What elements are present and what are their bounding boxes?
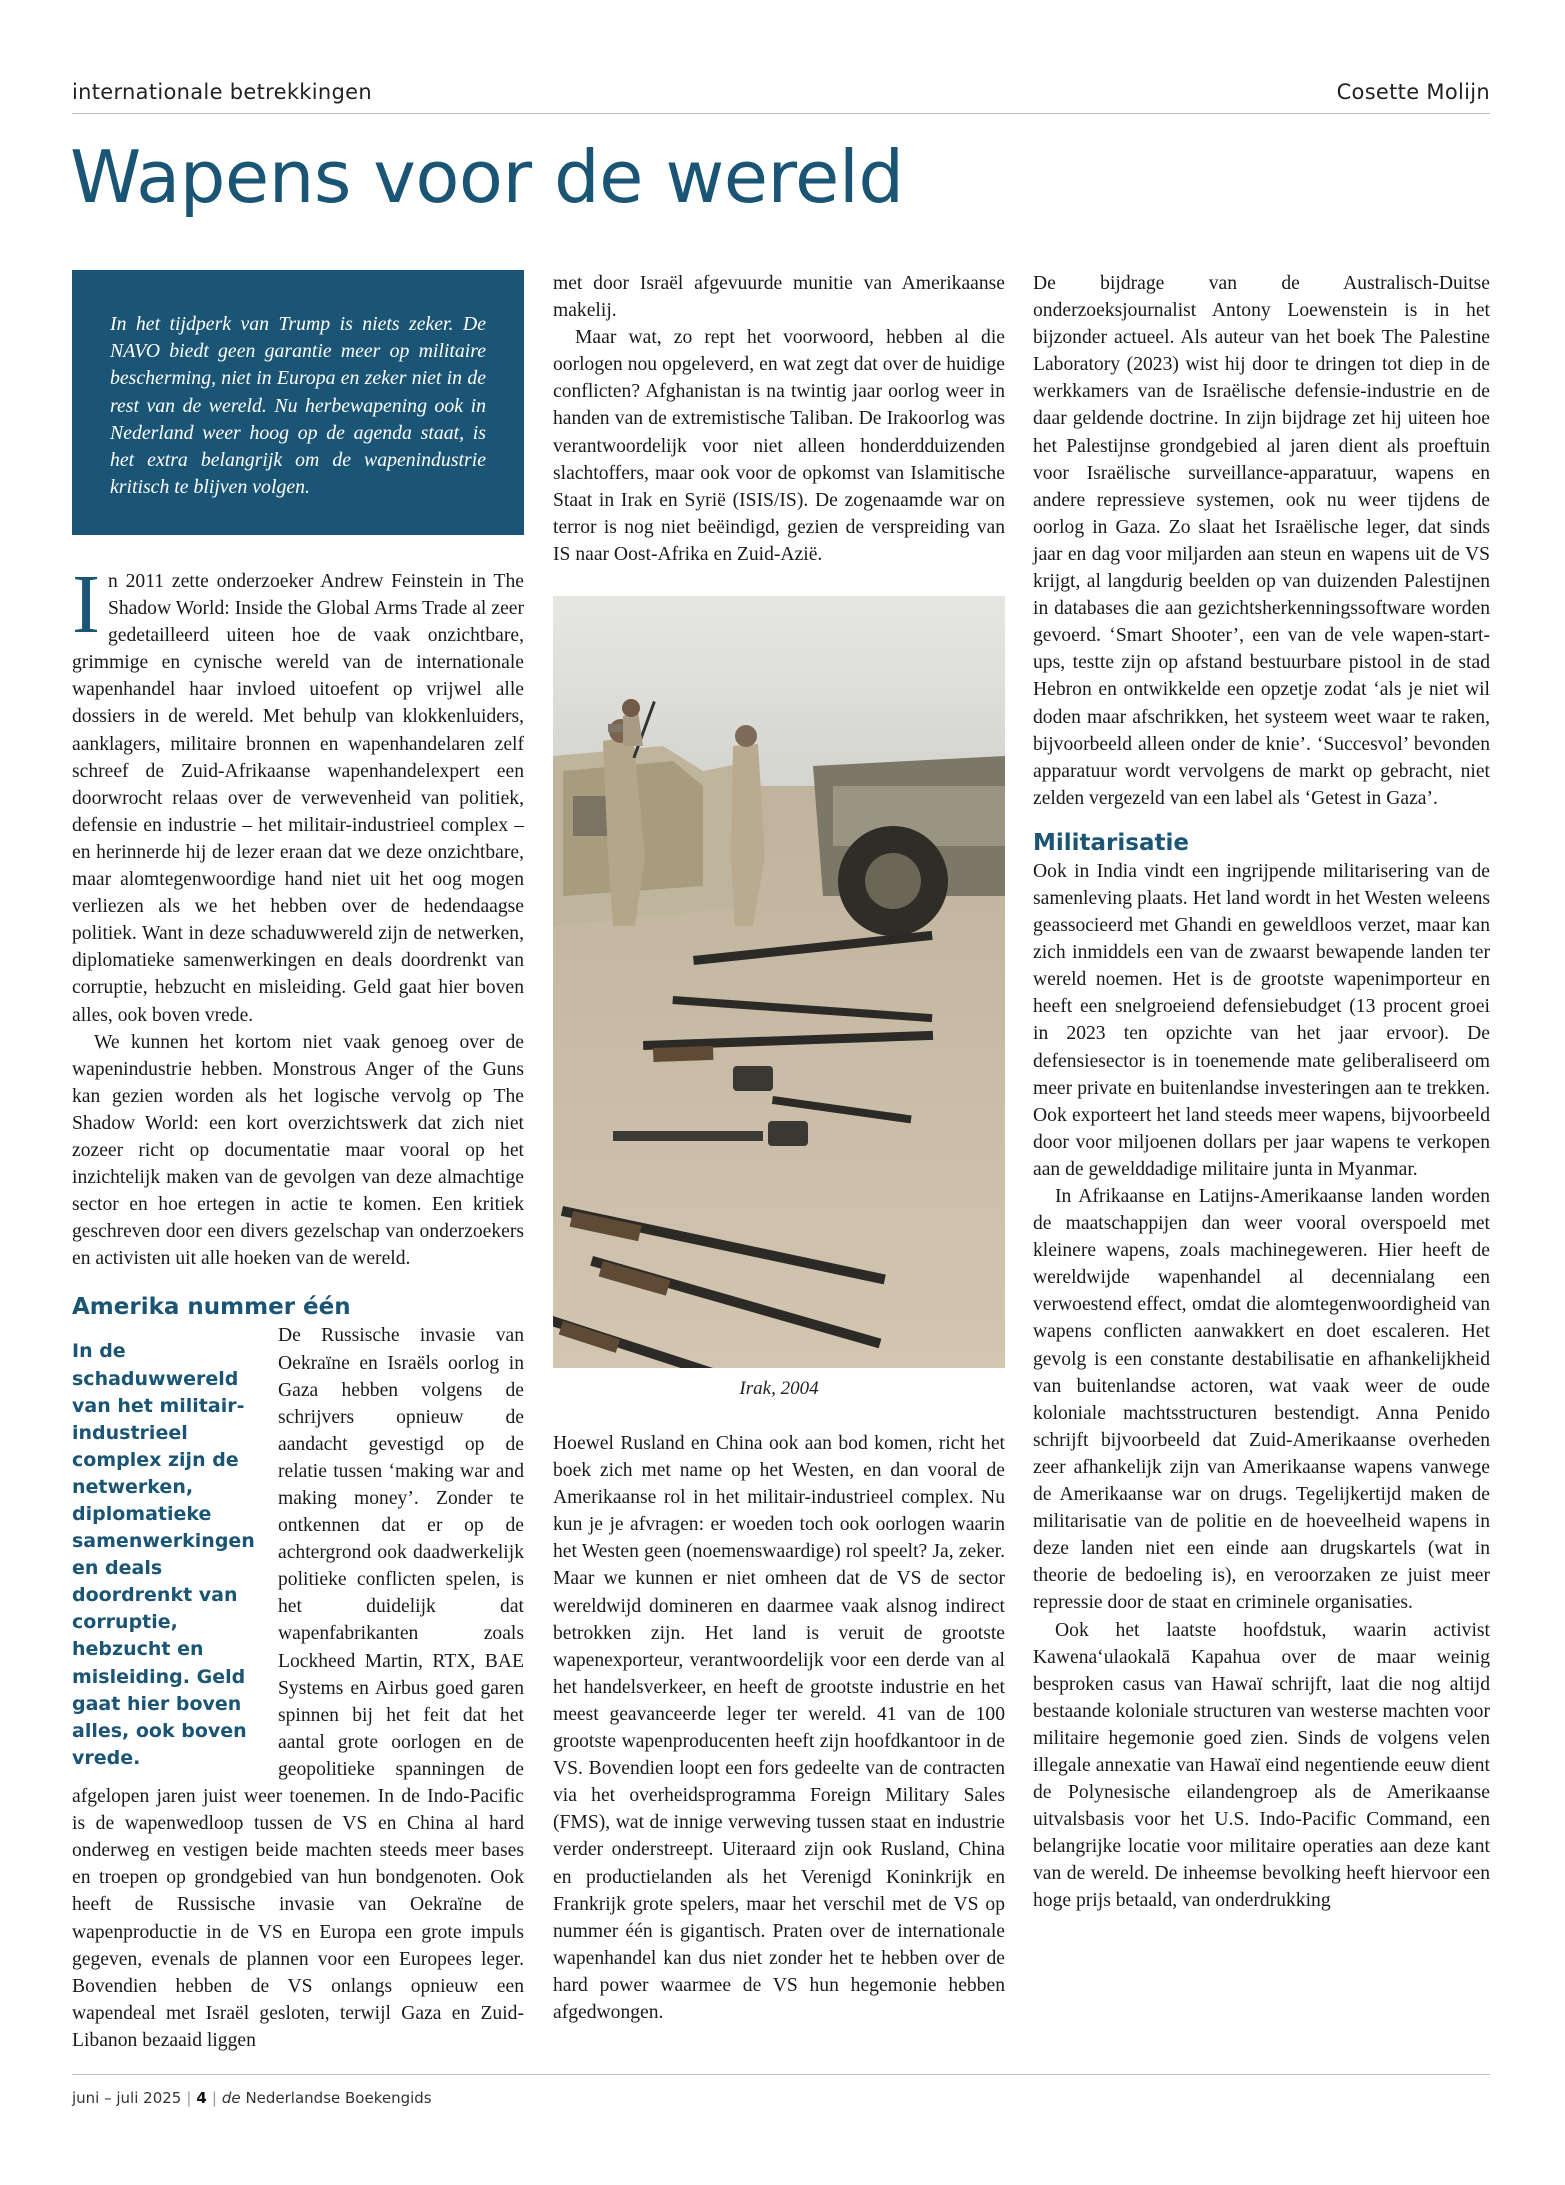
paragraph-text: De Russische invasie van Oekraïne en Israëls oorlog in Gaza hebben volgens de schrijvers opnieuw de aandacht gevestigd op de relatie tussen ‘making war and making money’. Zonder te ontkennen dat er op de achtergrond ook daadwerkelijk politieke conflicten spelen, is het duidelijk dat wapenfabrikanten zoals Lockheed Martin, RTX, BAE Systems en Airbus goed garen spinnen bij het feit dat het aantal grote oorlogen en de geopolitieke spanningen de afgelopen jaren juist weer toenemen. In de Indo-Pacific is de wapenwedloop tussen de VS en China al hard onderweg en vestigen beide machten steeds meer bases en troepen op grondgebied van hun bondgenoten. Ook heeft de Russische invasie van Oekraïne de wapenproductie in de VS en Europa een grote impuls gegeven, evenals de plannen voor een Europees leger. Bovendien hebben de VS onlangs opnieuw een wapendeal met Israël gesloten, terwijl Gaza en Zuid-Libanon bezaaid liggen [72,1325,524,2051]
intro-text: In het tijdperk van Trump is niets zeker. De NAVO biedt geen garantie meer op militaire bescherming, niet in Europa en zeker niet in de rest van de wereld. Nu herbewapening ook in Nederland weer hoog op de agenda staat, is het extra belangrijk om de wapenindustrie kritisch te blijven volgen. [110,313,486,499]
page-number: 4 [196,2089,207,2107]
separator: | [186,2089,192,2107]
paragraph: Ook in India vindt een ingrijpende militarisering van de samenleving plaats. Het land wordt in het Westen weleens geassocieerd met Ghandi en geweldloos verzet, maar kan zich inmiddels een van de zwaarst bewapende landen ter wereld noemen. Het is de grootste wapenimporteur en heeft een snelgroeiend defensiebudget (13 procent groei in 2023 ten opzichte van het jaar ervoor). De defensiesector is in toenemende mate geliberaliseerd om meer private en buitenlandse investeringen aan te trekken. Ook exporteert het land steeds meer wapens, bijvoorbeeld door voor miljoenen dollars per jaar wapens te verkopen aan de gewelddadige militaire junta in Myanmar. [1033,860,1490,1180]
paragraph [72,1322,524,2054]
author-name: Cosette Molijn [1336,80,1490,104]
column-1-body [72,558,524,2054]
paragraph: met door Israël afgevuurde munitie van Amerikaanse makelij. [553,273,1005,322]
subheading-amerika: Amerika nummer één [72,1294,351,1321]
paragraph: In Afrikaanse en Latijns-Amerikaanse landen worden de maatschappijen dan weer vooral overspoeld met kleinere wapens, zoals machinegeweren. Hier heeft de wereldwijde wapenhandel al decennialang een verwoestend effect, omdat die alomtegenwoordigheid van wapens conflicten aanwakkert en doet escaleren. Het gevolg is een constante destabilisatie en afhankelijkheid van buitenlandse actoren, wat vaak weer de oude koloniale machtsstructuren bestendigt. Anna Penido schrijft bijvoorbeeld dat Zuid-Amerikaanse overheden zeer afhankelijk zijn van Amerikaanse wapens vanwege de Amerikaanse war on drugs. Tegelijkertijd maken de militarisatie van de politie en de hoeveelheid wapens in deze landen niet een einde aan drugskartels (wat in theorie de bedoeling is), en veroorzaken ze juist meer repressie door de staat en criminele organisaties. [1033,1186,1490,1614]
separator: | [211,2089,217,2107]
photo-illustration [553,596,1005,1368]
photo-irak [553,596,1005,1368]
paragraph: Hoewel Rusland en China ook aan bod komen, richt het boek zich met name op het Westen, en dan vooral de Amerikaanse rol in het militair-industrieel complex. Nu kun je je afvragen: er woeden toch ook oorlogen waarin het Westen geen (noemenswaardige) rol speelt? Ja, zeker. Maar we kunnen er niet omheen dat de VS de sector wereldwijd domineren en daarmee vaak alsnog indirect betrokken zijn. Het land is veruit de grootste wapenexporteur, verantwoordelijk voor een derde van al het handelsverkeer, en heeft de grootste industrie en het meest geavanceerde leger ter wereld. 41 van de 100 grootste wapenproducenten heeft zijn hoofdkantoor in de VS. Bovendien loopt een fors gedeelte van de contracten via het overheidsprogramma Foreign Military Sales (FMS), wat de innige verweving tussen staat en industrie verder onderstreept. Uiteraard zijn ook Rusland, China en productielanden als het Verenigd Koninkrijk en Frankrijk grote spelers, maar het verschil met de VS op nummer één is gigantisch. Praten over de internationale wapenhandel kan dus niet zonder het te hebben over de hard power waarmee de VS hun hegemonie hebben afgedwongen. [553,1433,1005,2023]
pull-quote: In de schaduwwereld van het militair-industrieel complex zijn de netwerken, diplomatieke samenwerkingen en deals doordrenkt van corruptie, hebzucht en misleiding. Geld gaat hier boven alles, ook boven vrede. [72,1340,255,1769]
drop-cap: I [72,558,100,651]
photo-caption: Irak, 2004 [739,1378,819,1399]
magazine-name: Nederlandse Boekengids [245,2089,432,2107]
footer-rule [72,2074,1490,2075]
column-3 [1033,270,1490,1915]
magazine-prefix: de [221,2089,241,2107]
subheading-militarisatie: Militarisatie [1033,829,1189,856]
column-2-bottom [553,1430,1005,2026]
column-2-top [553,270,1005,568]
paragraph: Ook het laatste hoofdstuk, waarin activist Kawena‘ulaokalā Kapahua over de maar weinig besproken casus van Hawaï schrijft, laat die nog altijd bestaande koloniale structuren van westerse machten voor militaire hegemonie goed zien. Sinds de volgens velen illegale annexatie van Hawaï eind negentiende eeuw dient de Polynesische eilandengroep als de Amerikaanse uitvalsbasis voor het U.S. Indo-Pacific Command, een belangrijke locatie voor militaire operaties aan deze kant van de wereld. De inheemse bevolking heeft hiervoor een hoge prijs betaald, van onderdrukking [1033,1619,1490,1912]
paragraph: We kunnen het kortom niet vaak genoeg over de wapenindustrie hebben. Monstrous Anger of the Guns kan gezien worden als het logische vervolg op The Shadow World: een kort overzichtswerk dat zich niet zozeer richt op documentatie maar vooral op het inzichtelijk maken van de gevolgen van deze almachtige sector en hoe ertegen in actie te komen. Een kritiek geschreven door een divers gezelschap van onderzoekers en activisten uit alle hoeken van de wereld. [72,1031,524,1270]
page-footer [72,2089,432,2107]
paragraph [72,558,524,1029]
intro-box [72,270,524,535]
paragraph: De bijdrage van de Australisch-Duitse onderzoeksjournalist Antony Loewenstein is in het bijzonder actueel. Als auteur van het boek The Palestine Laboratory (2023) wist hij door te dringen tot diep in de werkkamers van de Israëlische defensie-industrie en de daar geldende doctrine. In zijn bijdrage zet hij uiteen hoe het Palestijnse grondgebied al jaren dient als proeftuin voor Israëlische surveillance-apparatuur, wapens en andere repressieve systemen, ook nu weer tijdens de oorlog in Gaza. Zo slaat het Israëlische leger, dat sinds jaar en dag voor miljarden aan steun en wapens uit de VS krijgt, al langdurig beelden op van duizenden Palestijnen in databases die aan gezichtsherkenningssoftware worden gevoerd. ‘Smart Shooter’, een van de vele wapen-start-ups, testte zijn op afstand bestuurbare pistool in de stad Hebron en ontwikkelde een opzetje zodat ‘als je niet wil doden maar afschrikken, het systeem weet waar te raken, bijvoorbeeld alleen onder de knie’. ‘Succesvol’ bevonden apparatuur wordt vervolgens de markt op gebracht, niet zelden vergezeld van een label als ‘Getest in Gaza’. [1033,273,1490,809]
issue-date: juni – juli 2025 [72,2089,182,2107]
article-title: Wapens voor de wereld [70,135,904,219]
section-label: internationale betrekkingen [72,80,372,104]
paragraph: Maar wat, zo rept het voorwoord, hebben al die oorlogen nou opgeleverd, en wat zegt dat over de huidige conflicten? Afghanistan is na twintig jaar oorlog weer in handen van de extremistische Taliban. De Irakoorlog was verantwoordelijk voor niet alleen honderdduizenden slachtoffers, maar ook voor de opkomst van Islamitische Staat in Irak en Syrië (ISIS/IS). De zogenaamde war on terror is nog niet beëindigd, gezien de verspreiding van IS naar Oost-Afrika en Zuid-Azië. [553,327,1005,565]
running-header [72,80,1490,114]
paragraph-text: n 2011 zette onderzoeker Andrew Feinstein in The Shadow World: Inside the Global Arms Trade al zeer gedetailleerd uiteen hoe de vaak onzichtbare, grimmige en cynische wereld van de internationale wapenhandel haar invloed uitoefent op vrijwel alle dossiers in de wereld. Met behulp van klokkenluiders, aanklagers, militaire bronnen en wapenhandelaren zelf schreef de Zuid-Afrikaanse wapenhandelexpert een doorwrocht relaas over de verwevenheid van politiek, defensie en industrie – het militair-industrieel complex – en herinnerde hij de lezer eraan dat we deze onzichtbare, maar alomtegenwoordige hand niet uit het oog mogen verliezen als we het hebben over de hedendaagse politiek. Want in deze schaduwwereld zijn de netwerken, diplomatieke samenwerkingen en deals doordrenkt van corruptie, hebzucht en misleiding. Geld gaat hier boven alles, ook boven vrede. [72,571,524,1026]
